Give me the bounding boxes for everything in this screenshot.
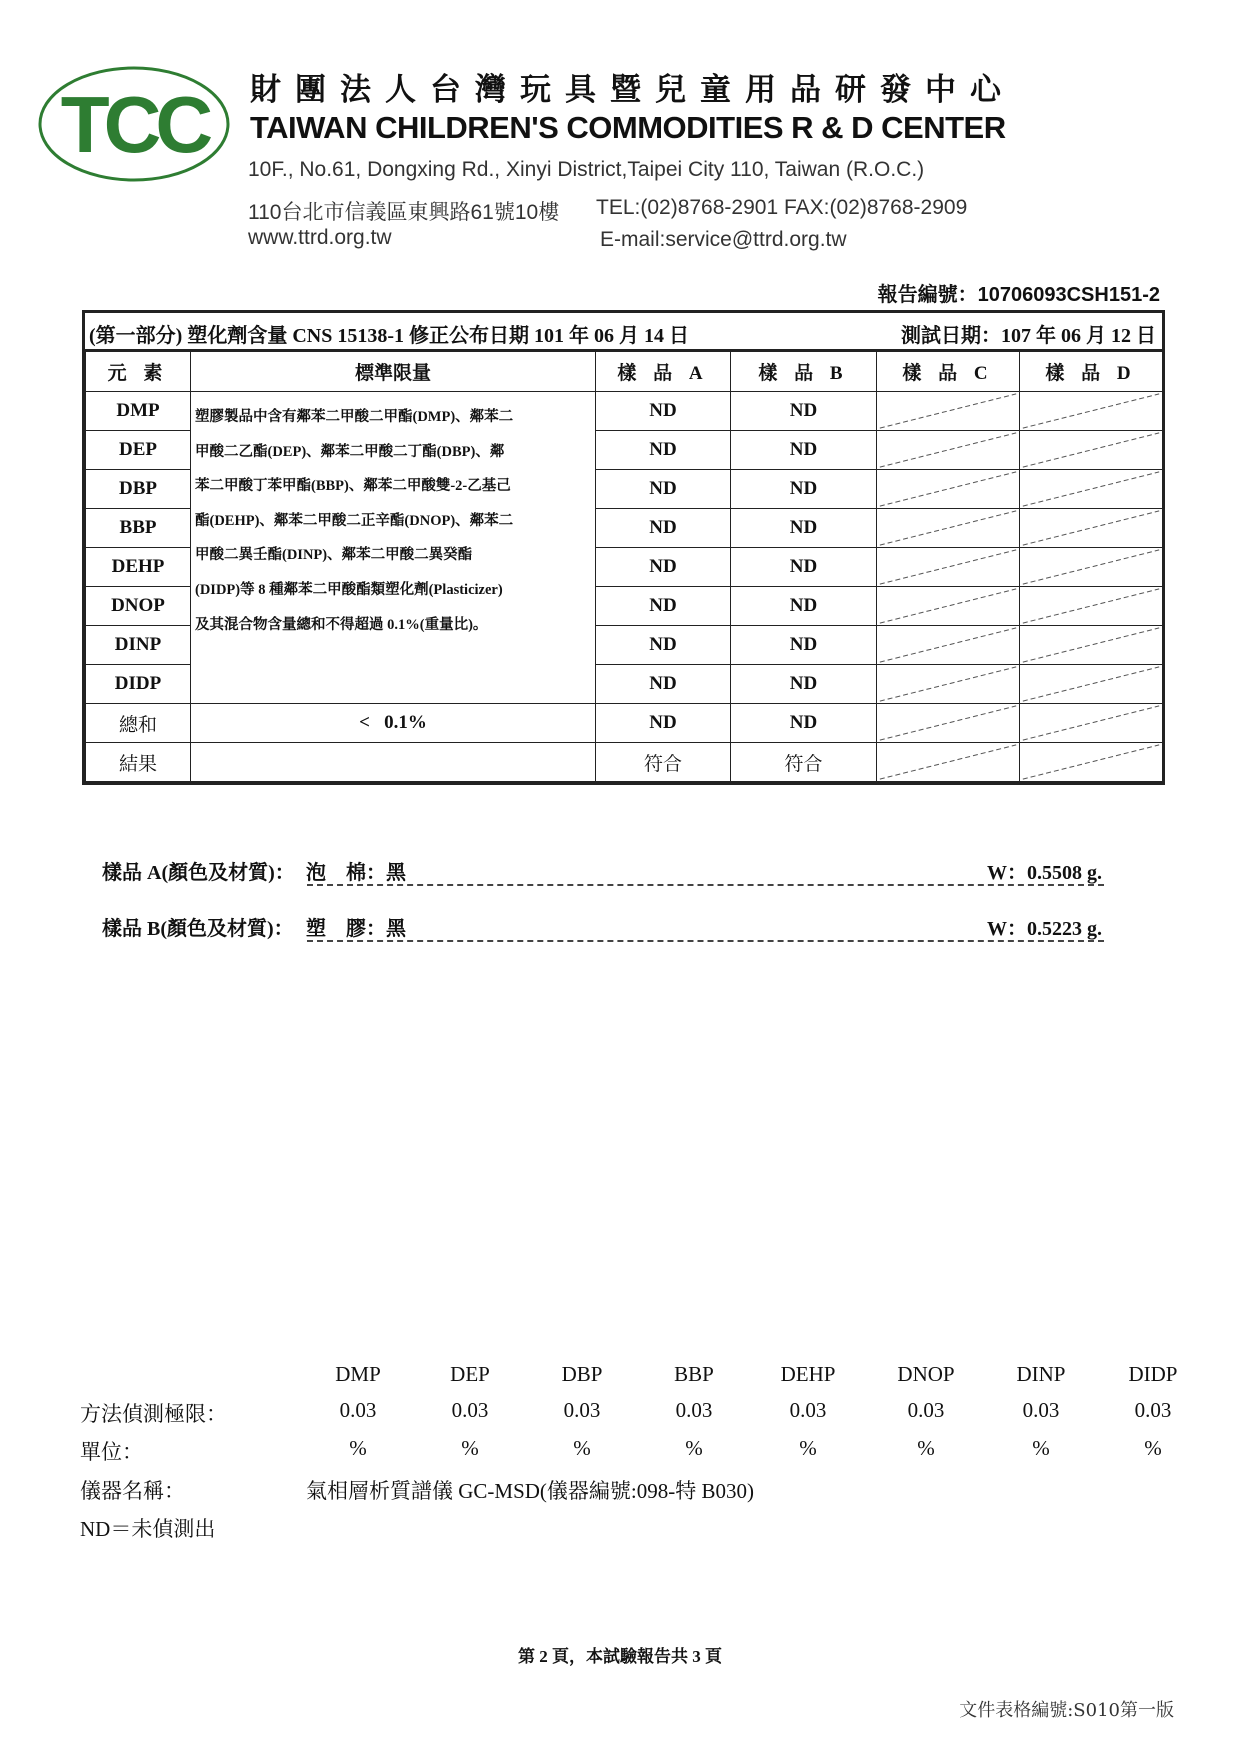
sample-a-cell: ND [596, 509, 731, 548]
detection-limit-value: 0.03 [339, 1398, 377, 1422]
sample-d-empty-cell [1020, 470, 1163, 509]
result-sample-d [1020, 743, 1163, 782]
unit-value: % [799, 1436, 817, 1460]
unit-label: 單位： [80, 1440, 143, 1464]
sample-d-empty-cell [1020, 626, 1163, 665]
sample-c-empty-cell [877, 665, 1020, 704]
test-date: 測試日期：107 年 06 月 12 日 [901, 325, 1156, 347]
total-sample-c [877, 704, 1020, 743]
compound-name: DNOP [897, 1362, 955, 1386]
sample-a-cell: ND [596, 548, 731, 587]
total-sample-b: ND [731, 704, 877, 743]
element-cell: DINP [86, 626, 191, 665]
sample-a-weight: W：0.5508 g. [987, 862, 1102, 884]
sample-c-empty-cell [877, 626, 1020, 665]
element-cell: DEHP [86, 548, 191, 587]
sample-c-empty-cell [877, 548, 1020, 587]
sample-a-cell: ND [596, 431, 731, 470]
sample-b-cell: ND [731, 548, 877, 587]
sample-a-label: 樣品 A(顏色及材質)： [102, 862, 295, 884]
detection-compound-row [300, 1362, 1200, 1392]
sample-d-empty-cell [1020, 431, 1163, 470]
compound-name: DEHP [780, 1362, 836, 1386]
compound-name: DMP [335, 1362, 381, 1386]
email-link[interactable]: E-mail:service@ttrd.org.tw [600, 228, 847, 251]
tcc-logo [36, 64, 232, 184]
result-sample-a: 符合 [596, 743, 731, 782]
sample-d-empty-cell [1020, 587, 1163, 626]
form-number: 文件表格編號:S010第一版 [959, 1700, 1174, 1721]
sample-d-empty-cell [1020, 509, 1163, 548]
nd-note: ND＝未偵測出 [80, 1517, 216, 1541]
detection-limit-value: 0.03 [907, 1398, 945, 1422]
instrument-label: 儀器名稱： [80, 1479, 185, 1503]
address-en: 10F., No.61, Dongxing Rd., Xinyi District,Taipei City 110, Taiwan (R.O.C.) [248, 158, 925, 181]
unit-value: % [1144, 1436, 1162, 1460]
unit-value: % [685, 1436, 703, 1460]
page-footer: 第 2 頁，本試驗報告共 3 頁 [518, 1647, 722, 1666]
table-header-row [86, 352, 1163, 392]
unit-value: % [917, 1436, 935, 1460]
result-standard-empty [191, 743, 596, 782]
header-element: 元 素 [86, 352, 191, 392]
sample-a-material: 泡 棉：黑 [306, 862, 406, 884]
standard-line: 塑膠製品中含有鄰苯二甲酸二甲酯(DMP)、鄰苯二 [195, 409, 514, 425]
table-title-row [85, 313, 1162, 351]
sample-b-cell: ND [731, 392, 877, 431]
detection-limit-value: 0.03 [789, 1398, 827, 1422]
sample-c-empty-cell [877, 470, 1020, 509]
sample-c-empty-cell [877, 431, 1020, 470]
element-cell: BBP [86, 509, 191, 548]
sample-b-cell: ND [731, 587, 877, 626]
element-cell: DBP [86, 470, 191, 509]
detection-limit-value: 0.03 [563, 1398, 601, 1422]
result-row [86, 743, 1163, 782]
sample-b-cell: ND [731, 626, 877, 665]
sample-b-line [102, 912, 1102, 942]
plasticizer-table [82, 310, 1165, 785]
detection-unit-row [300, 1436, 1200, 1466]
standard-line: 酯(DEHP)、鄰苯二甲酸二正辛酯(DNOP)、鄰苯二 [195, 512, 514, 529]
sample-a-cell: ND [596, 626, 731, 665]
sample-b-underline [307, 940, 1104, 942]
standard-limit-cell [191, 392, 596, 704]
standard-line: 甲酸二乙酯(DEP)、鄰苯二甲酸二丁酯(DBP)、鄰 [195, 443, 505, 460]
sample-b-cell: ND [731, 665, 877, 704]
compound-name: DIDP [1128, 1362, 1178, 1386]
sample-a-cell: ND [596, 470, 731, 509]
total-label: 總和 [86, 704, 191, 743]
tel-fax: TEL:(02)8768-2901 FAX:(02)8768-2909 [596, 196, 968, 219]
website-link[interactable]: www.ttrd.org.tw [248, 226, 392, 249]
instrument-name: 氣相層析質譜儀 GC-MSD(儀器編號:098-特 B030) [306, 1479, 755, 1503]
header-sample-a: 樣 品 A [596, 352, 731, 392]
result-label: 結果 [86, 743, 191, 782]
detection-limit-row [300, 1398, 1200, 1428]
header-sample-c: 樣 品 C [877, 352, 1020, 392]
sample-c-empty-cell [877, 392, 1020, 431]
header-sample-d: 樣 品 D [1020, 352, 1163, 392]
results-grid [85, 351, 1163, 782]
standard-line: (DIDP)等 8 種鄰苯二甲酸酯類塑化劑(Plasticizer) [195, 581, 503, 598]
sample-a-cell: ND [596, 587, 731, 626]
table-title-left: (第一部分) 塑化劑含量 CNS 15138-1 修正公布日期 101 年 06 月 14 日 [89, 325, 689, 347]
detection-limit-value: 0.03 [451, 1398, 489, 1422]
sample-a-underline [307, 884, 1104, 886]
result-sample-b: 符合 [731, 743, 877, 782]
org-name-en: TAIWAN CHILDREN'S COMMODITIES R & D CENTER [250, 110, 1006, 145]
element-cell: DMP [86, 392, 191, 431]
sample-b-cell: ND [731, 470, 877, 509]
unit-value: % [349, 1436, 367, 1460]
report-number-value: 10706093CSH151-2 [977, 284, 1160, 306]
element-cell: DIDP [86, 665, 191, 704]
sample-b-cell: ND [731, 509, 877, 548]
compound-name: DBP [561, 1362, 603, 1386]
detection-limit-value: 0.03 [1134, 1398, 1172, 1422]
total-sample-a: ND [596, 704, 731, 743]
element-cell: DNOP [86, 587, 191, 626]
sample-d-empty-cell [1020, 665, 1163, 704]
sample-b-weight: W：0.5223 g. [987, 918, 1102, 940]
sample-b-material: 塑 膠：黑 [306, 918, 406, 940]
logo-text: TCC [60, 80, 208, 169]
total-limit: < 0.1% [191, 704, 596, 743]
report-number [878, 278, 1160, 307]
standard-line: 甲酸二異壬酯(DINP)、鄰苯二甲酸二異癸酯 [195, 547, 473, 564]
element-cell: DEP [86, 431, 191, 470]
sample-c-empty-cell [877, 587, 1020, 626]
total-sample-d [1020, 704, 1163, 743]
sample-b-label: 樣品 B(顏色及材質)： [102, 918, 294, 940]
sample-d-empty-cell [1020, 392, 1163, 431]
result-sample-c [877, 743, 1020, 782]
header-sample-b: 樣 品 B [731, 352, 877, 392]
sample-c-empty-cell [877, 509, 1020, 548]
sample-a-cell: ND [596, 392, 731, 431]
unit-value: % [573, 1436, 591, 1460]
sample-d-empty-cell [1020, 548, 1163, 587]
sample-a-cell: ND [596, 665, 731, 704]
address-cn: 110台北市信義區東興路61號10樓 [248, 201, 560, 224]
sample-a-line [102, 856, 1102, 886]
table-row [86, 392, 1163, 431]
standard-line: 及其混合物含量總和不得超過 0.1%(重量比)。 [195, 616, 488, 633]
compound-name: DEP [450, 1362, 490, 1386]
org-name-cn: 財團法人台灣玩具暨兒童用品研發中心 [250, 72, 1015, 108]
unit-value: % [461, 1436, 479, 1460]
detection-limit-value: 0.03 [675, 1398, 713, 1422]
limit-label: 方法偵測極限： [80, 1402, 227, 1426]
report-number-label: 報告編號： [877, 284, 978, 306]
detection-limit-value: 0.03 [1022, 1398, 1060, 1422]
header-standard: 標準限量 [191, 352, 596, 392]
sample-b-cell: ND [731, 431, 877, 470]
compound-name: BBP [674, 1362, 714, 1386]
unit-value: % [1032, 1436, 1050, 1460]
standard-line: 苯二甲酸丁苯甲酯(BBP)、鄰苯二甲酸雙-2-乙基己 [195, 478, 511, 495]
total-row [86, 704, 1163, 743]
compound-name: DINP [1016, 1362, 1066, 1386]
